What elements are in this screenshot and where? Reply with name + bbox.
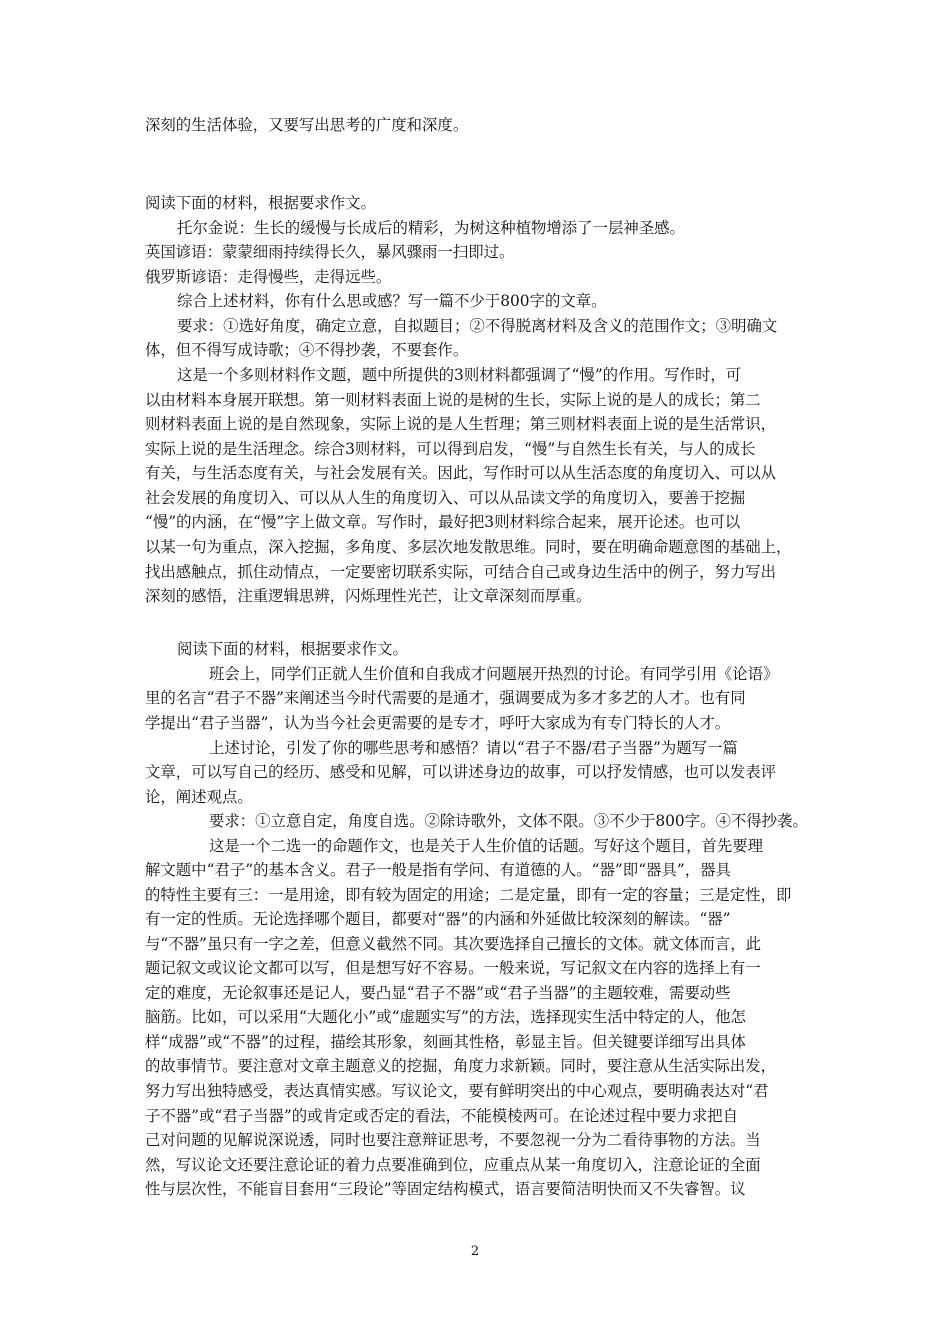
- section2-line: 子不器”或“君子当器”的或肯定或否定的看法，不能模棱两可。在论述过程中要力求把自: [145, 1107, 739, 1125]
- section2-line: 有一定的性质。无论选择哪个题目，都要对“器”的内涵和外延做比较深刻的解读。“器”: [145, 910, 731, 928]
- section1-line: 社会发展的角度切入、可以从人生的角度切入、可以从品读文学的角度切入，要善于挖掘: [145, 489, 746, 507]
- section1-line: “慢”的内涵，在“慢”字上做文章。写作时，最好把3则材料综合起来，展开论述。也可以: [145, 513, 741, 531]
- section1-line: 深刻的感悟，注重逻辑思辨，闪烁理性光芒，让文章深刻而厚重。: [145, 587, 592, 605]
- section1-line: 这是一个多则材料作文题，题中所提供的3则材料都强调了“慢”的作用。写作时，可: [177, 366, 742, 384]
- section1-line: 阅读下面的材料，根据要求作文。: [145, 194, 376, 212]
- page-number: 2: [470, 1244, 480, 1259]
- section1-line: 俄罗斯谚语：走得慢些，走得远些。: [145, 268, 392, 286]
- section1-line: 实际上说的是生活理念。综合3则材料，可以得到启发，“慢”与自然生长有关，与人的成长: [145, 440, 756, 458]
- section2-line: 文章，可以写自己的经历、感受和见解，可以讲述身边的故事，可以抒发情感，也可以发表评: [145, 763, 777, 781]
- section2-line: 与“不器”虽只有一字之差，但意义截然不同。其次要选择自己擅长的文体。就文体而言，此: [145, 935, 761, 953]
- section2-line: 题记叙文或议论文都可以写，但是想写好不容易。一般来说，写记叙文在内容的选择上有一: [145, 959, 761, 977]
- section2-line: 里的名言“君子不器”来阐述当今时代需要的是通才，强调要成为多才多艺的人才。也有同: [145, 689, 746, 707]
- section2-line: 性与层次性，不能盲目套用“三段论”等固定结构模式，语言要简洁明快而又不失睿智。议: [145, 1180, 746, 1198]
- section1-line: 找出感触点，抓住动情点，一定要密切联系实际，可结合自己或身边生活中的例子，努力写出: [145, 563, 777, 581]
- section2-line: 论，阐述观点。: [145, 788, 253, 806]
- section2-line: 学提出“君子当器”，认为当今社会更需要的是专才，呼吁大家成为有专门特长的人才。: [145, 714, 731, 732]
- section1-line: 托尔金说：生长的缓慢与长成后的精彩，为树这种植物增添了一层神圣感。: [177, 219, 685, 237]
- section2-line: 班会上，同学们正就人生价值和自我成才问题展开热烈的讨论。有同学引用《论语》: [209, 665, 779, 683]
- section1-line: 则材料表面上说的是自然现象，实际上说的是人生哲理；第三则材料表面上说的是生活常识，: [145, 415, 777, 433]
- section2-line: 努力写出独特感受，表达真情实感。写议论文，要有鲜明突出的中心观点，要明确表达对“君: [145, 1082, 769, 1100]
- section2-line: 这是一个二选一的命题作文，也是关于人生价值的话题。写好这个题目，首先要理: [209, 837, 764, 855]
- section2-line: 的特性主要有三：一是用途，即有较为固定的用途；二是定量，即有一定的容量；三是定性，即: [145, 886, 792, 904]
- section2-line: 的故事情节。要注意对文章主题意义的挖掘，角度力求新颖。同时，要注意从生活实际出发，: [145, 1057, 777, 1075]
- section2-line: 阅读下面的材料，根据要求作文。: [177, 640, 408, 658]
- section2-line: 脑筋。比如，可以采用“大题化小”或“虚题实写”的方法，选择现实生活中特定的人，他怎: [145, 1008, 746, 1026]
- section1-line: 要求：①选好角度，确定立意，自拟题目；②不得脱离材料及含义的范围作文；③明确文: [177, 317, 778, 335]
- section2-line: 上述讨论，引发了你的哪些思考和感悟？请以“君子不器/君子当器”为题写一篇: [209, 739, 738, 757]
- section2-line: 解文题中“君子”的基本含义。君子一般是指有学问、有道德的人。“器”即“器具”，器具: [145, 861, 731, 879]
- section1-line: 以某一句为重点，深入挖掘，多角度、多层次地发散思维。同时，要在明确命题意图的基础上，: [145, 538, 792, 556]
- section1-line: 英国谚语：蒙蒙细雨持续得长久，暴风骤雨一扫即过。: [145, 243, 515, 261]
- section2-line: 要求：①立意自定，角度自选。②除诗歌外，文体不限。③不少于800字。④不得抄袭。: [209, 812, 808, 830]
- section2-line: 己对问题的见解说深说透，同时也要注意辩证思考，不要忽视一分为二看待事物的方法。当: [145, 1131, 761, 1149]
- section2-line: 样“成器”或“不器”的过程，描绘其形象，刻画其性格，彰显主旨。但关键要详细写出具体: [145, 1033, 746, 1051]
- section1-line: 体，但不得写成诗歌；④不得抄袭，不要套作。: [145, 341, 469, 359]
- section1-line: 有关，与生活态度有关，与社会发展有关。因此，写作时可以从生活态度的角度切入、可以从: [145, 464, 777, 482]
- section2-line: 然，写议论文还要注意论证的着力点要准确到位，应重点从某一角度切入，注意论证的全面: [145, 1156, 761, 1174]
- section2-line: 定的难度，无论叙事还是记人，要凸显“君子不器”或“君子当器”的主题较难，需要动些: [145, 984, 731, 1002]
- section1-line: 以由材料本身展开联想。第一则材料表面上说的是树的生长，实际上说的是人的成长；第二: [145, 391, 761, 409]
- section1-line: 综合上述材料，你有什么思或感？写一篇不少于800字的文章。: [177, 292, 607, 310]
- intro-line: 深刻的生活体验，又要写出思考的广度和深度。: [145, 116, 469, 134]
